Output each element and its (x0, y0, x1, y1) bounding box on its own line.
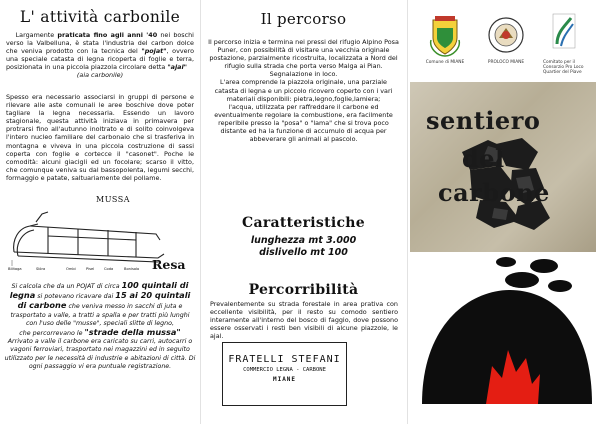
charcoal-photo (410, 82, 596, 252)
comune-crest-icon (429, 14, 461, 58)
brochure-title-line-3: carbone (438, 178, 550, 207)
middle-title: Il percorso (260, 10, 347, 28)
resa-title: Resa (152, 257, 186, 272)
logo-1-caption: Comune di MIANE (425, 60, 465, 65)
proloco-logo-icon (487, 16, 525, 54)
left-panel (0, 0, 200, 424)
intro-paragraph: Largamente praticata fino agli anni '40 nei boschi verso la Valbelluna, è stata l'industria del carbon dolce che veniva prodotto con la tecnica del "pojat", ovvero una speciale catasta di legna ricoperta di foglie e terra, posizionata in una piccola piazzola circolare detta "ajal" (aia carbonile) (6, 31, 194, 80)
logo-2-caption: PROLOCO MIANE (487, 60, 525, 65)
accessibility-paragraph: Prevalentemente su strada forestale in area prativa con eccellente visibilità, per il resto su comodo sentiero interamente all'interno del bosco di faggio, dove possono essere osservati i resti ben visibili di alcune piazzole, le ajal. (210, 300, 398, 341)
route-dimensions (200, 235, 407, 259)
characteristics-title: Caratteristiche (242, 215, 365, 231)
diagram-label: Slòra (36, 267, 46, 271)
diagram-label: Coda (104, 267, 114, 271)
accessibility-title: Percorribilità (248, 282, 359, 298)
mussa-sled-diagram (8, 200, 173, 272)
consorzio-logo-icon (551, 12, 577, 54)
resa-paragraph: Si calcola che da un POJAT di circa 100 quintali di legna si potevano ricavare dai 15 ai 20 quintali di carbone che veniva messo in sacchi di juta e trasportato a valle, a tratti a spalla e per tratti più lunghi con l'uso delle "musse", speciali slitte di legno, che percorrevano le "strade della mussa" Arrivato a valle il carbone era caricato su carri, autocarri o vagoni ferroviari, trasportato nei magazzini ed in seguito utilizzato per le necessità di industrie e abitazioni di città. Di ogni passaggio vi era puntuale registrazione. (4, 280, 196, 370)
route-elevation: dislivello mt 100 (259, 247, 348, 258)
logo-3-caption: Comitato per il Consorzio Pro Loco Quartier del Piave (543, 60, 584, 75)
mussa-label: MUSSA (96, 195, 131, 204)
brochure-title-line-1: sentiero (426, 106, 541, 135)
stamp-town: MIANE (272, 376, 297, 383)
route-paragraph: Il percorso inizia e termina nei pressi del rifugio Alpino Posa Puner, con possibilità di visitare una vecchia originale postazione, parzialmente ricostruita, localizzata a Nord del rifugio sulla strada che porta verso Malga ai Pian. Segnalazione in loco. L'area comprende la piazzola originale, una parziale catasta di legna e un piccolo ricovero coperto con i vari materiali disponibili: pietra,legno,foglie,lamiera; l'acqua, utilizzata per raffreddare il carbone ed eventualmente regolare la combustione, era facilmente reperibile presso la "posa" o "lama" che si trova poco distante ed ha la funzione di accumulo di acqua per abbeverare gli animali al pascolo. (208, 38, 399, 144)
season-paragraph: Spesso era necessario associarsi in gruppi di persone e rilevare alle aste comunali le aree boschive dove poter tagliare la legna necessaria. Essendo un lavoro stagionale, questa attività iniziava in primavera per protrarsi fino all'autunno inoltrato e di solito coinvolgeva l'intero nucleo familiare del carbonaio che si trasferiva in montagna e viveva in una piccola costruzione di sassi coperta con foglie e cortecce il "casonet". Poche le comodità: alcuni giacigli ed un focolare; scarso il vitto, che comunque veniva su dal bassopolenta, legumi secchi, formaggio e patate, saltuariamente del pollame. (6, 93, 194, 182)
diagram-label: Bilitaga (8, 267, 22, 271)
kiln-flame-icon (410, 254, 596, 420)
diagram-label: Ombi (66, 267, 76, 271)
stamp-company-name: FRATELLI STEFANI (228, 354, 341, 365)
diagram-label: Pisel (86, 267, 95, 271)
brochure-title-line-2: del (462, 144, 505, 173)
diagram-label: Bonisolo (124, 267, 140, 271)
middle-panel (200, 0, 407, 424)
stamp-business: COMMERCIO LEGNA - CARBONE (243, 367, 326, 373)
route-length: lunghezza mt 3.000 (250, 235, 357, 246)
left-title: L' attività carbonile (19, 8, 181, 26)
company-stamp (222, 342, 347, 406)
